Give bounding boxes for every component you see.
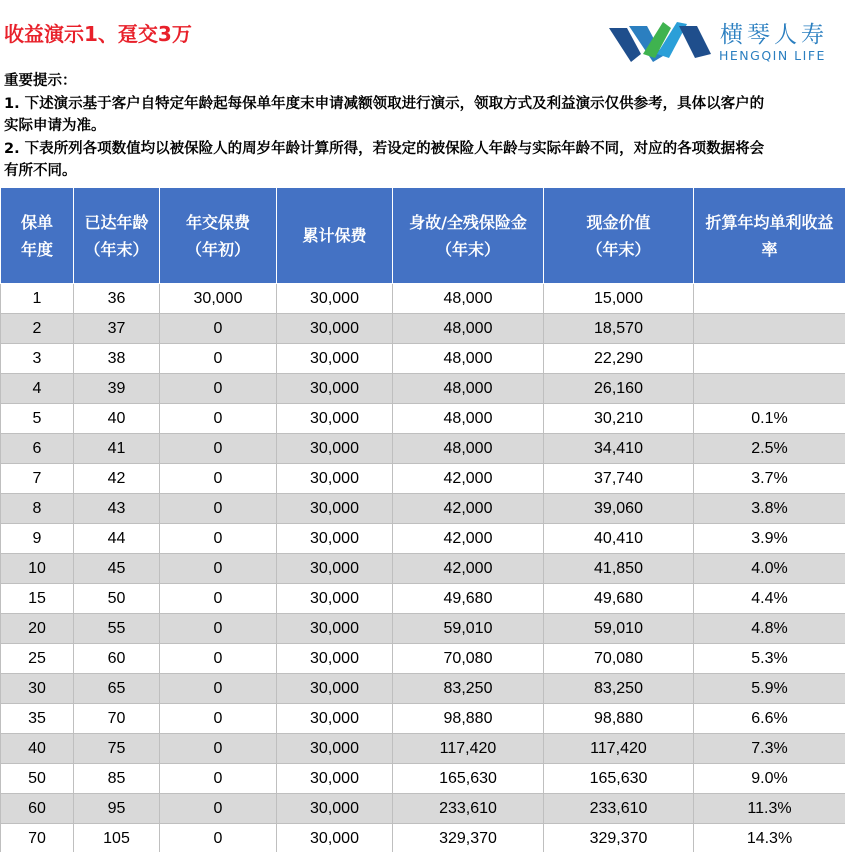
column-header-line: 年交保费 — [185, 212, 250, 232]
column-header — [1, 188, 74, 284]
table-cell: 233,610 — [393, 794, 544, 824]
table-cell: 55 — [74, 614, 160, 644]
table-cell: 75 — [74, 734, 160, 764]
table-cell: 35 — [1, 704, 74, 734]
table-cell: 3.9% — [694, 524, 845, 554]
table-cell: 30,000 — [277, 824, 393, 852]
table-row — [1, 794, 845, 824]
logo-name-cn: 横琴人寿 — [720, 22, 828, 48]
table-cell: 1 — [1, 284, 74, 314]
table-cell: 30,000 — [277, 764, 393, 794]
table-cell: 30,000 — [160, 284, 277, 314]
table-row — [1, 644, 845, 674]
table-cell: 0.1% — [694, 404, 845, 434]
column-header — [393, 188, 544, 284]
table-cell: 30 — [1, 674, 74, 704]
column-header-line: 保单 — [20, 212, 53, 232]
notes-heading: 重要提示： — [4, 73, 77, 89]
table-cell: 11.3% — [694, 794, 845, 824]
table-cell: 83,250 — [393, 674, 544, 704]
table-cell: 59,010 — [544, 614, 694, 644]
table-cell: 0 — [160, 374, 277, 404]
table-cell: 0 — [160, 344, 277, 374]
table-cell: 0 — [160, 794, 277, 824]
table-cell: 38 — [74, 344, 160, 374]
table-cell: 30,000 — [277, 794, 393, 824]
column-header — [277, 188, 393, 284]
notes-line-1: 1. 下述演示基于客户自特定年龄起每保单年度末申请减额领取进行演示，领取方式及利益演示仅供参考，具体以客户的 — [4, 95, 765, 112]
table-cell: 48,000 — [393, 374, 544, 404]
table-row — [1, 434, 845, 464]
table-cell: 6.6% — [694, 704, 845, 734]
table-cell: 0 — [160, 644, 277, 674]
table-cell: 30,000 — [277, 284, 393, 314]
table-cell: 117,420 — [393, 734, 544, 764]
table-cell: 40 — [1, 734, 74, 764]
table-cell: 0 — [160, 524, 277, 554]
table-row — [1, 734, 845, 764]
table-cell: 65 — [74, 674, 160, 704]
table-cell: 30,000 — [277, 674, 393, 704]
table-cell: 83,250 — [544, 674, 694, 704]
table-cell: 70 — [1, 824, 74, 852]
table-row — [1, 674, 845, 704]
notes-line-4: 有所不同。 — [4, 163, 77, 179]
table-cell: 30,000 — [277, 434, 393, 464]
table-cell: 42,000 — [393, 464, 544, 494]
column-header-line: 身故/全残保险金 — [409, 212, 527, 232]
table-cell: 0 — [160, 704, 277, 734]
table-cell: 20 — [1, 614, 74, 644]
column-header — [544, 188, 694, 284]
table-cell: 30,000 — [277, 494, 393, 524]
table-cell: 9 — [1, 524, 74, 554]
table-cell: 165,630 — [393, 764, 544, 794]
table-cell: 70 — [74, 704, 160, 734]
table-row — [1, 494, 845, 524]
table-row — [1, 584, 845, 614]
notes-line-3: 2. 下表所列各项数值均以被保险人的周岁年龄计算所得，若设定的被保险人年龄与实际年龄不同，对应的各项数据将会 — [4, 140, 765, 157]
table-cell: 4 — [1, 374, 74, 404]
table-cell: 4.0% — [694, 554, 845, 584]
table-cell: 30,000 — [277, 554, 393, 584]
table-cell: 49,680 — [393, 584, 544, 614]
logo-name-en: HENGQIN LIFE — [719, 48, 826, 63]
table-cell: 37 — [74, 314, 160, 344]
table-cell: 49,680 — [544, 584, 694, 614]
column-header — [160, 188, 277, 284]
table-cell: 30,000 — [277, 314, 393, 344]
table-cell: 4.8% — [694, 614, 845, 644]
table-cell: 7 — [1, 464, 74, 494]
table-cell: 30,000 — [277, 464, 393, 494]
table-cell: 26,160 — [544, 374, 694, 404]
table-cell: 8 — [1, 494, 74, 524]
table-row — [1, 554, 845, 584]
table-header-row — [1, 188, 845, 284]
table-row — [1, 764, 845, 794]
table-cell: 30,000 — [277, 644, 393, 674]
table-cell: 43 — [74, 494, 160, 524]
table-cell: 85 — [74, 764, 160, 794]
table-cell: 0 — [160, 674, 277, 704]
table-cell: 50 — [1, 764, 74, 794]
table-row — [1, 614, 845, 644]
important-notes — [4, 70, 844, 183]
table-cell: 30,000 — [277, 344, 393, 374]
table-cell: 0 — [160, 614, 277, 644]
table-cell: 5.9% — [694, 674, 845, 704]
column-header-line: 率 — [761, 239, 778, 259]
table-cell: 0 — [160, 464, 277, 494]
table-row — [1, 344, 845, 374]
table-cell: 0 — [160, 404, 277, 434]
table-cell: 25 — [1, 644, 74, 674]
table-row — [1, 524, 845, 554]
hengqin-logo-icon — [607, 14, 715, 66]
table-cell — [694, 344, 845, 374]
table-cell: 39 — [74, 374, 160, 404]
table-row — [1, 464, 845, 494]
table-cell: 14.3% — [694, 824, 845, 852]
table-cell: 2.5% — [694, 434, 845, 464]
table-cell: 40 — [74, 404, 160, 434]
notes-line-2: 实际申请为准。 — [4, 118, 106, 134]
table-cell: 0 — [160, 554, 277, 584]
column-header-line: 折算年均单利收益 — [705, 212, 834, 232]
table-cell: 98,880 — [393, 704, 544, 734]
table-cell: 50 — [74, 584, 160, 614]
table-cell: 30,000 — [277, 614, 393, 644]
table-cell: 165,630 — [544, 764, 694, 794]
column-header-line: 年度 — [20, 239, 53, 259]
column-header-line: （年末） — [586, 239, 651, 259]
column-header-line: （年末） — [435, 239, 500, 259]
table-cell: 6 — [1, 434, 74, 464]
table-cell: 60 — [74, 644, 160, 674]
table-cell: 0 — [160, 764, 277, 794]
table-cell: 5.3% — [694, 644, 845, 674]
table-cell: 37,740 — [544, 464, 694, 494]
table-cell: 95 — [74, 794, 160, 824]
table-cell: 30,000 — [277, 704, 393, 734]
table-cell: 48,000 — [393, 314, 544, 344]
table-cell: 41,850 — [544, 554, 694, 584]
table-cell: 42 — [74, 464, 160, 494]
table-cell: 0 — [160, 494, 277, 524]
table-cell: 48,000 — [393, 284, 544, 314]
page-title: 收益演示1、趸交3万 — [4, 22, 192, 46]
table-cell: 4.4% — [694, 584, 845, 614]
table-cell: 60 — [1, 794, 74, 824]
table-cell: 98,880 — [544, 704, 694, 734]
table-cell: 44 — [74, 524, 160, 554]
table-cell: 30,000 — [277, 524, 393, 554]
table-row — [1, 404, 845, 434]
column-header — [74, 188, 160, 284]
table-cell: 70,080 — [544, 644, 694, 674]
table-cell — [694, 374, 845, 404]
table-row — [1, 824, 845, 852]
table-cell: 10 — [1, 554, 74, 584]
benefit-illustration-table — [0, 187, 845, 852]
table-cell: 15,000 — [544, 284, 694, 314]
table-cell: 18,570 — [544, 314, 694, 344]
table-cell: 3.8% — [694, 494, 845, 524]
table-cell — [694, 314, 845, 344]
column-header-line: （年末） — [84, 239, 149, 259]
table-cell: 70,080 — [393, 644, 544, 674]
table-cell: 30,210 — [544, 404, 694, 434]
column-header — [694, 188, 845, 284]
table-cell: 2 — [1, 314, 74, 344]
column-header-line: 累计保费 — [302, 226, 367, 245]
table-cell: 48,000 — [393, 344, 544, 374]
table-cell: 30,000 — [277, 374, 393, 404]
table-cell: 45 — [74, 554, 160, 584]
table-cell: 233,610 — [544, 794, 694, 824]
table-cell: 48,000 — [393, 434, 544, 464]
table-cell: 42,000 — [393, 524, 544, 554]
table-row — [1, 704, 845, 734]
table-cell: 48,000 — [393, 404, 544, 434]
table-cell: 42,000 — [393, 494, 544, 524]
table-cell: 0 — [160, 434, 277, 464]
table-cell: 30,000 — [277, 404, 393, 434]
table-cell: 5 — [1, 404, 74, 434]
table-cell: 15 — [1, 584, 74, 614]
table-cell: 34,410 — [544, 434, 694, 464]
table-cell: 9.0% — [694, 764, 845, 794]
table-cell: 0 — [160, 734, 277, 764]
column-header-line: 现金价值 — [586, 212, 651, 232]
table-row — [1, 374, 845, 404]
table-cell: 3 — [1, 344, 74, 374]
table-cell: 30,000 — [277, 734, 393, 764]
table-cell: 7.3% — [694, 734, 845, 764]
table-row — [1, 284, 845, 314]
table-cell: 0 — [160, 584, 277, 614]
table-cell: 30,000 — [277, 584, 393, 614]
table-cell: 329,370 — [393, 824, 544, 852]
company-logo — [607, 14, 837, 66]
table-cell: 117,420 — [544, 734, 694, 764]
table-cell: 329,370 — [544, 824, 694, 852]
table-cell: 3.7% — [694, 464, 845, 494]
column-header-line: 已达年龄 — [84, 212, 149, 232]
table-cell: 40,410 — [544, 524, 694, 554]
table-body — [1, 284, 845, 852]
table-cell: 36 — [74, 284, 160, 314]
table-cell: 41 — [74, 434, 160, 464]
column-header-line: （年初） — [185, 239, 250, 259]
table-cell: 105 — [74, 824, 160, 852]
table-row — [1, 314, 845, 344]
table-cell: 22,290 — [544, 344, 694, 374]
table-cell: 0 — [160, 314, 277, 344]
table-cell: 59,010 — [393, 614, 544, 644]
table-cell: 42,000 — [393, 554, 544, 584]
table-cell: 39,060 — [544, 494, 694, 524]
table-cell: 0 — [160, 824, 277, 852]
table-cell — [694, 284, 845, 314]
